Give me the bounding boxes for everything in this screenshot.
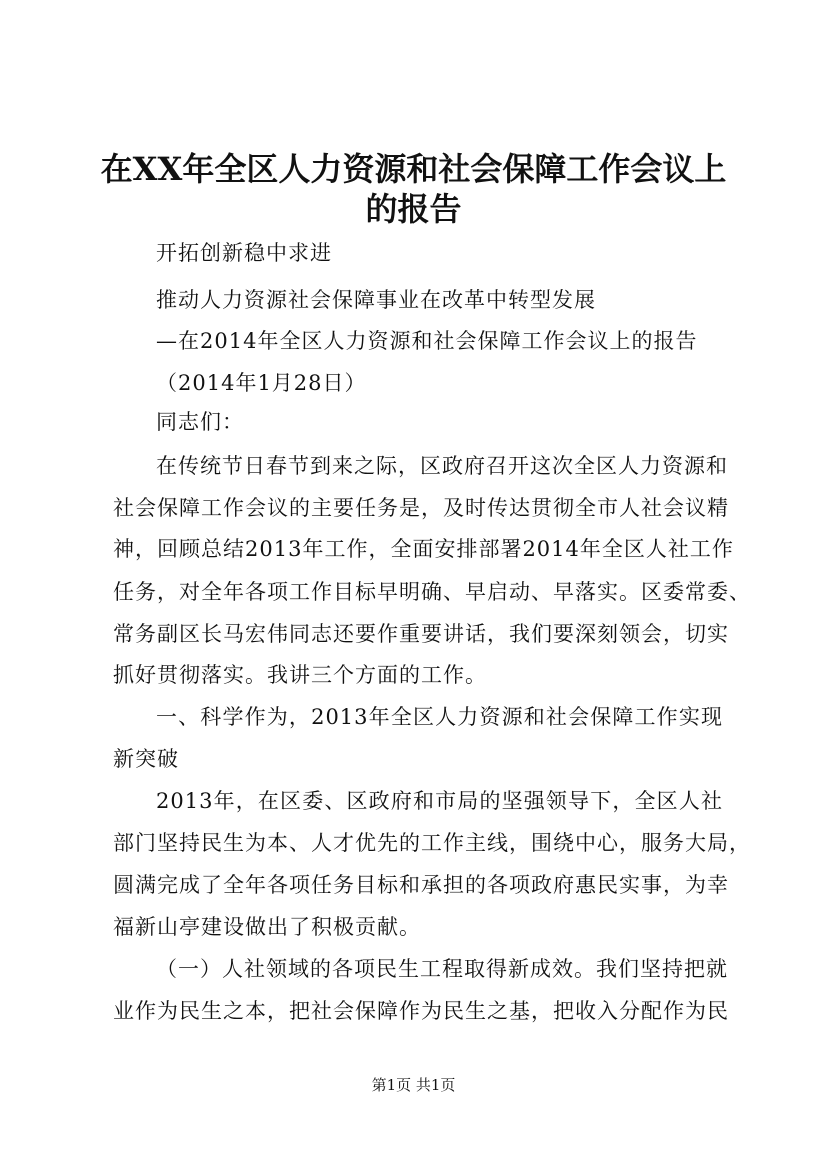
paragraph-line: 神，回顾总结2013年工作，全面安排部署2014年全区人社工作 — [113, 537, 734, 561]
subtitle-line-3: —在2014年全区人力资源和社会保障工作会议上的报告 — [156, 329, 698, 353]
section-heading-line: 一、科学作为，2013年全区人力资源和社会保障工作实现 — [156, 705, 723, 729]
paragraph-line: 常务副区长马宏伟同志还要作重要讲话，我们要深刻领会，切实 — [113, 622, 729, 646]
subtitle-line-2: 推动人力资源社会保障事业在改革中转型发展 — [156, 288, 596, 312]
document-title-line-2: 的报告 — [365, 190, 462, 228]
paragraph-line: 抓好贯彻落实。我讲三个方面的工作。 — [113, 663, 487, 687]
section-heading-line: 新突破 — [113, 747, 179, 771]
paragraph-line: 2013年，在区委、区政府和市局的坚强领导下，全区人社 — [156, 789, 723, 813]
paragraph-line: 在传统节日春节到来之际，区政府召开这次全区人力资源和 — [156, 454, 728, 478]
page-number-footer: 第1页 共1页 — [371, 1076, 456, 1094]
paragraph-line: 圆满完成了全年各项任务目标和承担的各项政府惠民实事，为幸 — [113, 873, 729, 897]
paragraph-line: 福新山亭建设做出了积极贡献。 — [113, 915, 421, 939]
paragraph-line: 任务，对全年各项工作目标早明确、早启动、早落实。区委常委、 — [113, 580, 751, 604]
paragraph-line: 业作为民生之本，把社会保障作为民生之基，把收入分配作为民 — [113, 999, 729, 1023]
document-title-line-1: 在XX年全区人力资源和社会保障工作会议上 — [100, 150, 727, 188]
paragraph-line: 部门坚持民生为本、人才优先的工作主线，围绕中心，服务大局， — [113, 831, 751, 855]
subtitle-line-1: 开拓创新稳中求进 — [156, 241, 332, 265]
paragraph-line: （一）人社领域的各项民生工程取得新成效。我们坚持把就 — [156, 957, 728, 981]
paragraph-line: 社会保障工作会议的主要任务是，及时传达贯彻全市人社会议精 — [113, 496, 729, 520]
salutation: 同志们： — [156, 410, 244, 434]
report-date: （2014年1月28日） — [156, 371, 367, 395]
